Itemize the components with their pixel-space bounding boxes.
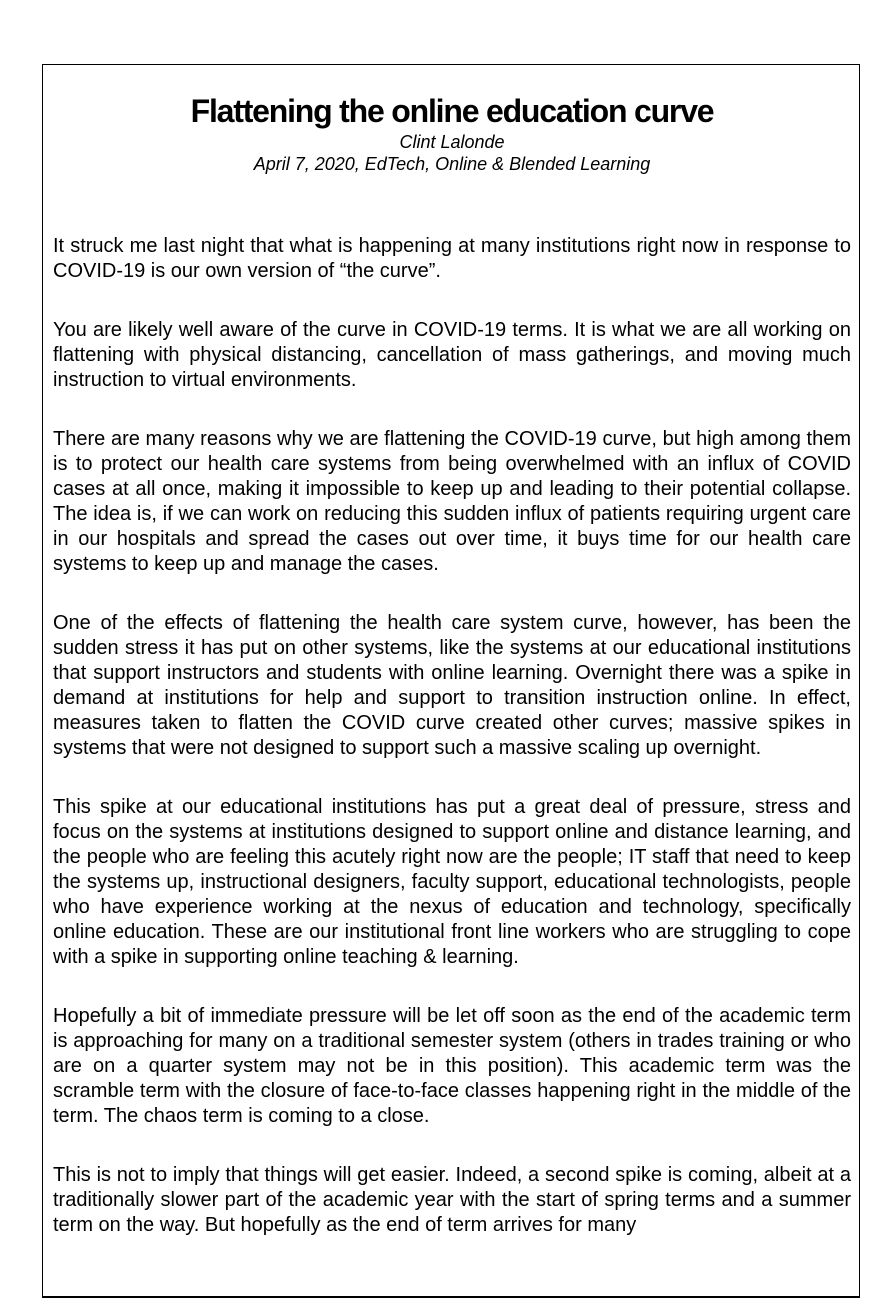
article-body [53,234,851,1238]
paragraph-1: It struck me last night that what is happening at many institutions right now in response to COVID-19 is our own version of “the curve”. [53,235,851,282]
paragraph-3: There are many reasons why we are flattening the COVID-19 curve, but high among them is to protect our health care systems from being overwhelmed with an influx of COVID cases at all once, making it impossible to keep up and leading to their potential collapse. The idea is, if we can work on reducing this sudden influx of patients requiring urgent care in our hospitals and spread the cases out over time, it buys time for our health care systems to keep up and manage the cases. [53,428,851,575]
author-byline: Clint Lalonde [399,132,505,152]
paragraph-6: Hopefully a bit of immediate pressure will be let off soon as the end of the academic term is approaching for many on a traditional semester system (others in trades training or who are on a quarter system may not be in this position). This academic term was the scramble term with the closure of face-to-face classes happening right in the middle of the term. The chaos term is coming to a close. [53,1005,851,1127]
document-content [53,65,851,1272]
paragraph-4: One of the effects of flattening the health care system curve, however, has been the sudden stress it has put on other systems, like the systems at our educational institutions that support instructors and students with online learning. Overnight there was a spike in demand at institutions for help and support to transition instruction online. In effect, measures taken to flatten the COVID curve created other curves; massive spikes in systems that were not designed to support such a massive scaling up overnight. [53,612,851,759]
paragraph-5: This spike at our educational institutions has put a great deal of pressure, stress and focus on the systems at institutions designed to support online and distance learning, and the people who are feeling this acutely right now are the people; IT staff that need to keep the systems up, instructional designers, faculty support, educational technologists, people who have experience working at the nexus of education and technology, specifically online education. These are our institutional front line workers who are struggling to cope with a spike in supporting online teaching & learning. [53,796,851,968]
paragraph-7: This is not to imply that things will get easier. Indeed, a second spike is coming, albeit at a traditionally slower part of the academic year with the start of spring terms and a summer term on the way. But hopefully as the end of term arrives for many [53,1164,851,1236]
document-title: Flattening the online education curve [190,93,714,129]
paragraph-2: You are likely well aware of the curve in COVID-19 terms. It is what we are all working on flattening with physical distancing, cancellation of mass gatherings, and moving much instruction to virtual environments. [53,319,851,391]
publication-meta: April 7, 2020, EdTech, Online & Blended Learning [253,154,651,174]
document-page [42,64,860,1298]
